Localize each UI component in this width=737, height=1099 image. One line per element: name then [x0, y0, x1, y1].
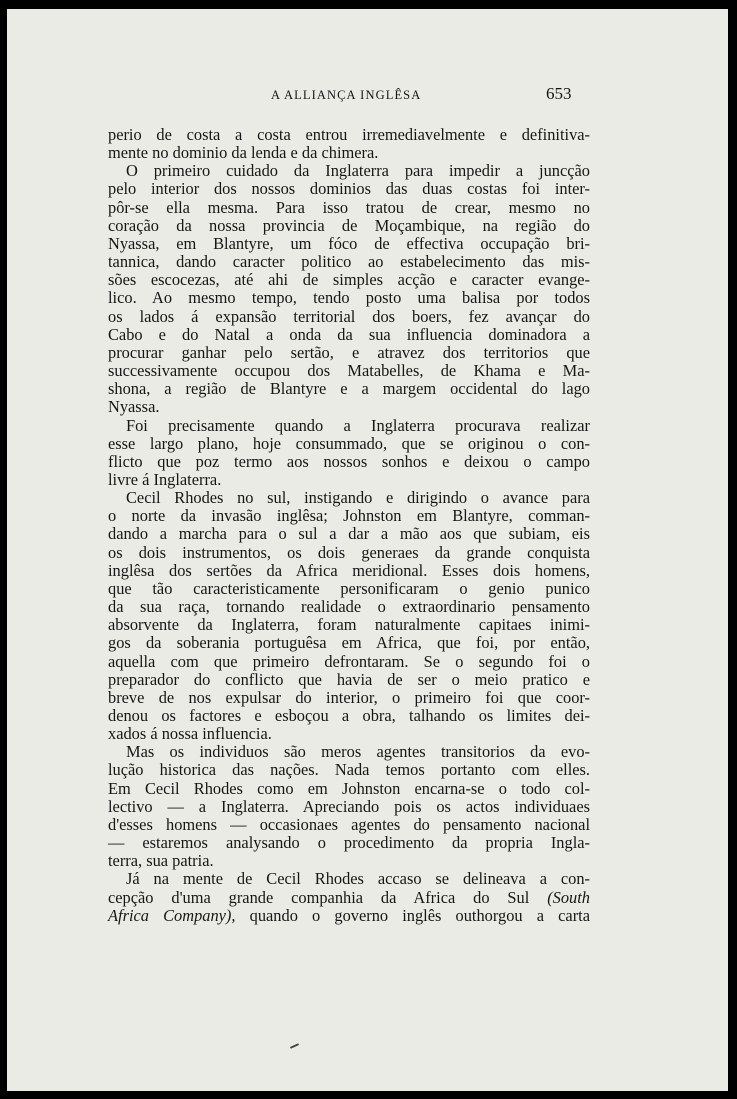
text-line: d'esses homens — occasionaes agentes do pensamento nacional — [108, 814, 590, 834]
paragraph-start-line: Mas os individuos são meros agentes transitorios da evo- — [126, 742, 590, 762]
text-line: gos da soberania portuguêsa em Africa, que foi, por então, — [108, 633, 590, 653]
text-line: os lados á expansão territorial dos boers, fez avançar do — [108, 306, 590, 326]
text-line: o norte da invasão inglêsa; Johnston em Blantyre, comman- — [108, 506, 590, 526]
text-line: pôr-se ella mesma. Para isso tratou de crear, mesmo no — [108, 197, 590, 217]
text-segment: cepção d'uma grande companhia da Africa do Sul — [108, 887, 530, 907]
paragraph-start-line: O primeiro cuidado da Inglaterra para impedir a juncção — [126, 161, 590, 181]
text-line: denou os factores e esboçou a obra, talhando os limites dei- — [108, 706, 590, 725]
paragraph-start-line — [108, 870, 590, 888]
text-line: xados á nossa influencia. — [108, 724, 272, 744]
text-line: mente no dominio da lenda e da chimera. — [108, 143, 379, 163]
text-line — [108, 889, 590, 907]
text-line: flicto que poz termo aos nossos sonhos e deixou o campo — [108, 451, 590, 471]
text-line: Nyassa, em Blantyre, um fóco de effectiva occupação bri- — [108, 233, 590, 253]
text-line: lico. Ao mesmo tempo, tendo posto uma balisa por todos — [108, 288, 590, 308]
text-line: terra, sua patria. — [108, 851, 214, 871]
text-line: aquella com que primeiro defrontaram. Se o segundo foi o — [108, 651, 590, 671]
text-line: breve de nos expulsar do interior, o primeiro foi que coor- — [108, 687, 590, 707]
text-segment: quando o governo inglês outhorgou a carta — [249, 905, 590, 925]
ink-mark — [290, 1043, 299, 1049]
text-line: tannica, dando caracter politico ao estabelecimento das mis- — [108, 252, 590, 272]
text-line: Em Cecil Rhodes como em Johnston encarna-se o todo col- — [108, 778, 590, 798]
text-segment: Já na mente de Cecil Rhodes accaso se delineava a con- — [126, 869, 590, 889]
text-line: Nyassa. — [108, 397, 160, 417]
text-line: os dois instrumentos, os dois generaes da grande conquista — [108, 542, 590, 562]
page-number: 653 — [546, 84, 572, 103]
text-line: livre á Inglaterra. — [108, 469, 222, 489]
text-line: lectivo — a Inglaterra. Apreciando pois os actos individuaes — [108, 796, 590, 816]
text-line: successivamente occupou dos Matabelles, de Khama e Ma- — [108, 361, 590, 381]
text-line: da sua raça, tornando realidade o extraordinario pensamento — [108, 597, 590, 617]
text-line: lução historica das nações. Nada temos portanto com elles. — [108, 760, 590, 780]
running-head — [7, 84, 728, 110]
text-line: preparador do conflicto que havia de ser o meio pratico e — [108, 669, 590, 689]
text-line: perio de costa a costa entrou irremediavelmente e definitiva- — [108, 125, 590, 144]
text-line: inglêsa dos sertões da Africa meridional. Esses dois homens, — [108, 560, 590, 580]
text-line: sões escocezas, até ahi de simples acção e caracter evange- — [108, 270, 590, 290]
text-line: shona, a região de Blantyre e a margem occidental do lago — [108, 379, 590, 399]
text-line — [108, 907, 590, 925]
text-line: dando a marcha para o sul a dar a mão aos que subiam, eis — [108, 524, 590, 544]
paragraph-start-line: Cecil Rhodes no sul, instigando e dirigindo o avance para — [126, 488, 590, 508]
text-line: pelo interior dos nossos dominios das duas costas foi inter- — [108, 179, 590, 199]
body-text — [108, 126, 590, 925]
italic-text: Africa Company), — [108, 905, 236, 925]
text-line: procurar ganhar pelo sertão, e atravez dos territorios que — [108, 342, 590, 362]
italic-text: (South — [547, 887, 590, 907]
text-line: Cabo e do Natal a onda da sua influencia dominadora a — [108, 324, 590, 344]
paragraph-start-line: Foi precisamente quando a Inglaterra procurava realizar — [126, 415, 590, 435]
text-line: coração da nossa provincia de Moçambique, na região do — [108, 215, 590, 235]
text-line: absorvente da Inglaterra, foram naturalmente capitaes inimi- — [108, 615, 590, 635]
text-line: que tão caracteristicamente personificaram o genio punico — [108, 578, 590, 598]
text-line: esse largo plano, hoje consummado, que se originou o con- — [108, 433, 590, 453]
book-page — [7, 9, 728, 1091]
running-head-title: A ALLIANÇA INGLÊSA — [271, 88, 422, 102]
text-line: — estaremos analysando o procedimento da propria Ingla- — [108, 833, 590, 853]
